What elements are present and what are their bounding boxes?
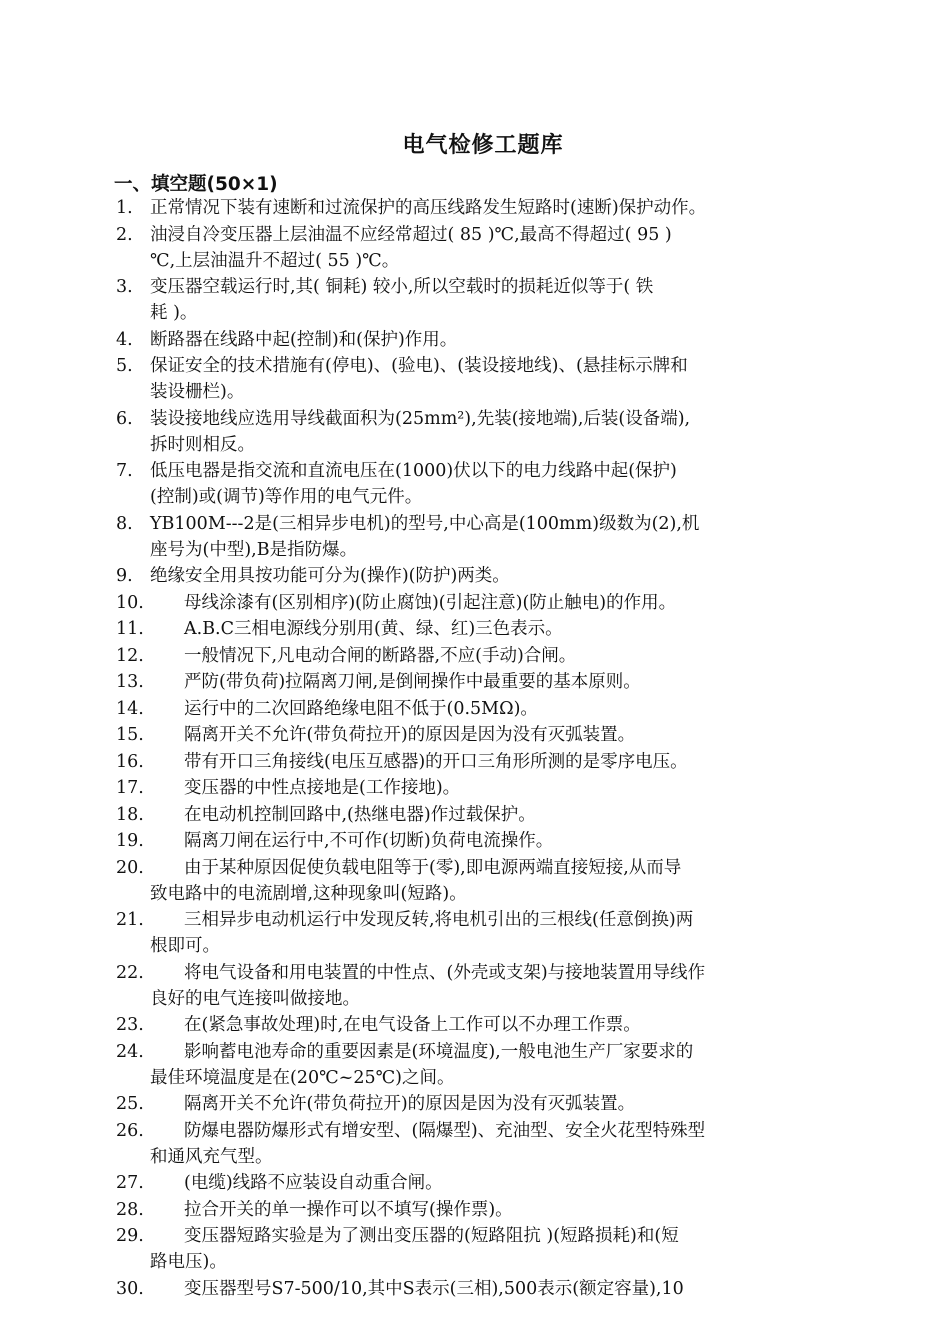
question-text: 最佳环境温度是在(20℃~25℃)之间。 [150,1067,455,1088]
question-number: 9. [116,566,133,586]
question-continuation [116,537,699,563]
question-line [116,802,536,828]
question-line [116,274,653,300]
question-text: 座号为(中型),B是指防爆。 [150,539,358,560]
section-heading: 一、填空题(50×1) [114,174,278,195]
question-item [116,616,563,642]
question-number: 27. [116,1173,144,1193]
question-number: 29. [116,1226,144,1246]
question-item [116,327,457,353]
question-line [116,960,705,986]
question-number: 24. [116,1041,144,1062]
question-number: 4. [116,329,133,350]
question-line [116,696,538,722]
question-item [116,907,693,959]
question-number: 18. [116,804,144,825]
question-item [116,1091,635,1117]
question-text: 变压器的中性点接地是(工作接地)。 [184,778,461,798]
question-number: 28. [116,1199,144,1220]
question-text: 油浸自冷变压器上层油温不应经常超过( 85 )℃,最高不得超过( 95 ) [150,224,672,245]
question-item [116,802,536,828]
question-text: 致电路中的电流剧增,这种现象叫(短路)。 [150,883,467,904]
question-text: 隔离开关不允许(带负荷拉开)的原因是因为没有灭弧装置。 [184,725,636,745]
question-item [116,1170,443,1196]
question-text: 保证安全的技术措施有(停电)、(验电)、(装设接地线)、(悬挂标示牌和 [150,356,688,376]
question-text: 耗 )。 [150,303,198,323]
question-line [116,855,681,881]
question-text: 在电动机控制回路中,(热继电器)作过载保护。 [184,804,536,825]
question-number: 16. [116,751,144,772]
question-text: 在(紧急事故处理)时,在电气设备上工作可以不办理工作票。 [184,1015,641,1035]
question-item [116,274,653,326]
question-text: 装设栅栏)。 [150,382,245,402]
question-text: ℃,上层油温升不超过( 55 )℃。 [150,250,400,271]
question-item [116,511,699,563]
question-number: 11. [116,619,144,639]
question-item [116,1012,641,1038]
question-line [116,458,677,484]
question-continuation [116,379,688,405]
question-continuation [116,881,681,907]
question-text: 良好的电气连接叫做接地。 [150,988,360,1009]
question-text: 拉合开关的单一操作可以不填写(操作票)。 [184,1199,513,1220]
question-line [116,327,457,353]
question-item [116,749,688,775]
question-continuation [116,986,705,1012]
question-line [116,1118,705,1144]
question-item [116,458,677,510]
question-text: 变压器短路实验是为了测出变压器的(短路阻抗 )(短路损耗)和(短 [184,1226,679,1246]
question-number: 10. [116,592,144,613]
question-text: 运行中的二次回路绝缘电阻不低于(0.5MΩ)。 [184,698,538,719]
question-text: 隔离开关不允许(带负荷拉开)的原因是因为没有灭弧装置。 [184,1094,636,1114]
question-item [116,563,510,589]
question-number: 26. [116,1120,144,1141]
question-continuation [116,1249,679,1275]
question-line [116,775,460,801]
question-number: 1. [116,198,133,218]
question-line [116,590,676,616]
question-line [116,406,690,432]
question-line [116,907,693,933]
question-line [116,1170,443,1196]
question-text: 低压电器是指交流和直流电压在(1000)伏以下的电力线路中起(保护) [150,461,677,481]
question-line [116,643,576,669]
question-continuation [116,1065,693,1091]
question-line [116,722,635,748]
question-text: 将电气设备和用电装置的中性点、(外壳或支架)与接地装置用导线作 [184,962,706,983]
question-line [116,563,510,589]
question-text: 由于某种原因促使负载电阻等于(零),即电源两端直接短接,从而导 [184,857,682,878]
question-number: 19. [116,831,144,851]
question-line [116,1091,635,1117]
question-number: 17. [116,778,144,798]
question-number: 23. [116,1015,144,1035]
question-number: 2. [116,224,133,245]
question-text: 正常情况下装有速断和过流保护的高压线路发生短路时(速断)保护动作。 [150,198,707,218]
question-line [116,353,688,379]
question-number: 15. [116,725,144,745]
question-item [116,195,706,221]
question-number: 25. [116,1094,144,1114]
question-item [116,855,681,907]
question-text: 影响蓄电池寿命的重要因素是(环境温度),一般电池生产厂家要求的 [184,1041,694,1062]
question-continuation [116,933,693,959]
question-item [116,775,460,801]
question-number: 7. [116,461,133,481]
question-number: 22. [116,962,144,983]
question-number: 20. [116,857,144,878]
question-line [116,222,672,248]
question-continuation [116,432,690,458]
question-number: 21. [116,910,144,930]
question-continuation [116,248,672,274]
question-line [116,1276,684,1302]
question-text: A.B.C三相电源线分别用(黄、绿、红)三色表示。 [184,619,563,639]
question-text: 断路器在线路中起(控制)和(保护)作用。 [150,329,458,350]
question-item [116,1276,684,1302]
question-line [116,1039,693,1065]
question-text: 拆时则相反。 [150,434,255,455]
question-number: 6. [116,408,133,429]
question-line [116,195,706,221]
question-item [116,722,635,748]
page-title: 电气检修工题库 [402,133,564,158]
question-item [116,696,538,722]
question-item [116,353,688,405]
question-text: 和通风充气型。 [150,1146,273,1167]
question-item [116,828,553,854]
question-item [116,669,641,695]
question-number: 13. [116,672,144,692]
question-item [116,1197,513,1223]
question-item [116,590,676,616]
question-number: 12. [116,645,144,666]
question-number: 14. [116,698,144,719]
question-continuation [116,1144,705,1170]
question-number: 8. [116,513,133,534]
question-line [116,616,563,642]
question-text: 变压器型号S7-500/10,其中S表示(三相),500表示(额定容量),10 [184,1278,684,1299]
question-text: 变压器空载运行时,其( 铜耗) 较小,所以空载时的损耗近似等于( 铁 [150,277,654,297]
question-item [116,960,705,1012]
question-text: 一般情况下,凡电动合闸的断路器,不应(手动)合闸。 [184,645,577,666]
question-line [116,828,553,854]
question-item [116,643,576,669]
question-line [116,749,688,775]
question-text: (控制)或(调节)等作用的电气元件。 [150,487,423,507]
question-text: 隔离刀闸在运行中,不可作(切断)负荷电流操作。 [184,831,554,851]
question-item [116,1223,679,1275]
question-text: YB100M---2是(三相异步电机)的型号,中心高是(100mm)级数为(2),机 [150,513,700,534]
question-line [116,1223,679,1249]
question-text: 三相异步电动机运行中发现反转,将电机引出的三根线(任意倒换)两 [184,910,694,930]
question-text: 根即可。 [150,936,220,956]
question-text: 母线涂漆有(区别相序)(防止腐蚀)(引起注意)(防止触电)的作用。 [184,592,677,613]
question-item [116,222,672,274]
question-continuation [116,484,677,510]
question-text: (电缆)线路不应装设自动重合闸。 [184,1173,443,1193]
question-line [116,669,641,695]
question-item [116,1118,705,1170]
question-line [116,1012,641,1038]
question-item [116,406,690,458]
question-text: 装设接地线应选用导线截面积为(25mm²),先装(接地端),后装(设备端), [150,408,691,429]
question-text: 严防(带负荷)拉隔离刀闸,是倒闸操作中最重要的基本原则。 [184,672,641,692]
question-text: 绝缘安全用具按功能可分为(操作)(防护)两类。 [150,566,510,586]
question-line [116,511,699,537]
question-number: 30. [116,1278,144,1299]
question-text: 路电压)。 [150,1252,227,1272]
question-item [116,1039,693,1091]
question-number: 5. [116,356,133,376]
question-number: 3. [116,277,133,297]
question-continuation [116,300,653,326]
question-text: 带有开口三角接线(电压互感器)的开口三角形所测的是零序电压。 [184,751,688,772]
question-text: 防爆电器防爆形式有增安型、(隔爆型)、充油型、安全火花型特殊型 [184,1120,706,1141]
question-line [116,1197,513,1223]
